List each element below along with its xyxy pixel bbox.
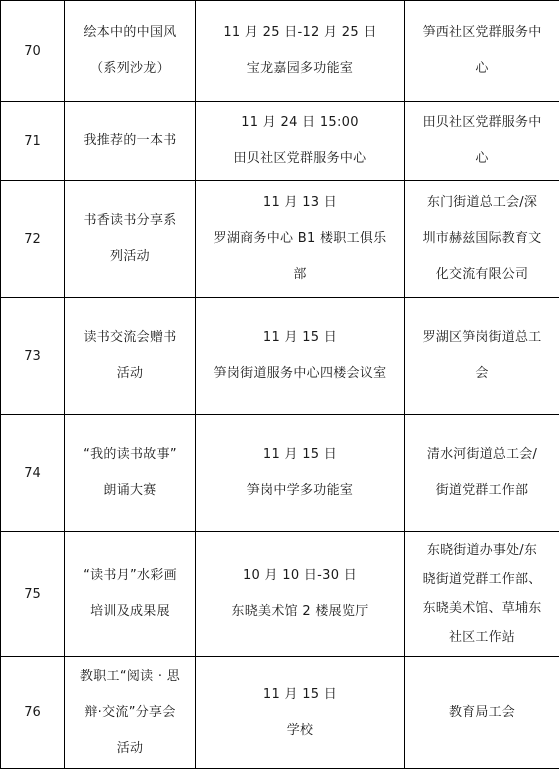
activity-title — [65, 532, 196, 657]
organizer — [405, 415, 559, 532]
organizer-line: 田贝社区党群服务中 — [422, 115, 542, 130]
organizer — [405, 657, 559, 769]
row-number: 73 — [1, 298, 65, 415]
organizer-line: 清水河街道总工会/ — [426, 447, 538, 462]
place-line: 笋岗街道服务中心四楼会议室 — [213, 366, 387, 381]
table-row — [1, 181, 559, 298]
organizer-line: 罗湖区笋岗街道总工 — [422, 330, 542, 345]
table-row — [1, 657, 559, 769]
table-row — [1, 532, 559, 657]
row-number: 76 — [1, 657, 65, 769]
organizer-line: 教育局工会 — [448, 704, 515, 720]
time-line: 11 月 13 日 — [262, 195, 338, 210]
table-row — [1, 298, 559, 415]
organizer-line: 心 — [475, 151, 489, 166]
row-number: 75 — [1, 532, 65, 657]
title-line: （系列沙龙） — [90, 61, 170, 76]
table-row — [1, 1, 559, 102]
time-line: 11 月 15 日 — [262, 330, 338, 345]
place-line: 学校 — [286, 722, 314, 738]
organizer — [405, 102, 559, 181]
organizer-line: 东门街道总工会/深 — [426, 195, 538, 210]
organizer-line: 会 — [475, 366, 489, 381]
title-line: 绘本中的中国风 — [83, 25, 177, 40]
time-line: 10 月 10 日-30 日 — [242, 568, 358, 583]
place-line: 宝龙嘉园多功能室 — [246, 61, 354, 76]
organizer — [405, 1, 559, 102]
title-line: 朗诵大赛 — [103, 483, 157, 498]
time-line: 11 月 24 日 15:00 — [241, 115, 359, 130]
time-place — [196, 532, 405, 657]
row-number: 72 — [1, 181, 65, 298]
time-line: 11 月 25 日-12 月 25 日 — [223, 25, 377, 40]
place-line: 东晓美术馆 2 楼展览厅 — [231, 604, 369, 619]
title-line: 列活动 — [110, 249, 150, 264]
row-number: 74 — [1, 415, 65, 532]
title-line: 我推荐的一本书 — [83, 133, 177, 148]
organizer — [405, 181, 559, 298]
organizer-line: 街道党群工作部 — [435, 483, 529, 498]
row-number: 70 — [1, 1, 65, 102]
title-line: “读书月”水彩画 — [83, 568, 177, 583]
activity-title — [65, 298, 196, 415]
table-row — [1, 415, 559, 532]
time-place — [196, 298, 405, 415]
organizer-line: 笋西社区党群服务中 — [422, 25, 542, 40]
time-place — [196, 181, 405, 298]
place-line: 笋岗中学多功能室 — [246, 483, 354, 498]
title-line: 培训及成果展 — [90, 604, 170, 619]
time-place — [196, 102, 405, 181]
organizer-line: 心 — [475, 61, 489, 76]
time-place — [196, 415, 405, 532]
place-line: 田贝社区党群服务中心 — [233, 151, 367, 166]
place-line: 部 — [293, 267, 307, 282]
time-place — [196, 657, 405, 769]
time-line: 11 月 15 日 — [262, 686, 338, 702]
title-line: 书香读书分享系 — [83, 213, 177, 228]
organizer-line: 东晓街道办事处/东 — [426, 543, 538, 558]
title-line: 活动 — [116, 366, 144, 381]
organizer — [405, 298, 559, 415]
title-line: 辩·交流”分享会 — [84, 704, 176, 720]
title-line: 教职工“阅读 · 思 — [79, 668, 181, 684]
activity-title — [65, 181, 196, 298]
time-line: 11 月 15 日 — [262, 447, 338, 462]
place-line: 罗湖商务中心 B1 楼职工俱乐 — [213, 231, 387, 246]
table-row — [1, 102, 559, 181]
row-number: 71 — [1, 102, 65, 181]
activity-title — [65, 102, 196, 181]
activity-title — [65, 1, 196, 102]
organizer-line: 圳市赫兹国际教育文 — [422, 231, 542, 246]
activity-title — [65, 415, 196, 532]
time-place — [196, 1, 405, 102]
organizer-line: 晓街道党群工作部、 — [422, 572, 542, 587]
title-line: 读书交流会赠书 — [83, 330, 177, 345]
organizer-line: 东晓美术馆、草埔东 — [422, 601, 542, 616]
title-line: “我的读书故事” — [83, 447, 177, 462]
organizer-line: 社区工作站 — [448, 630, 515, 645]
title-line: 活动 — [116, 740, 144, 756]
organizer-line: 化交流有限公司 — [435, 267, 529, 282]
activity-title — [65, 657, 196, 769]
organizer — [405, 532, 559, 657]
